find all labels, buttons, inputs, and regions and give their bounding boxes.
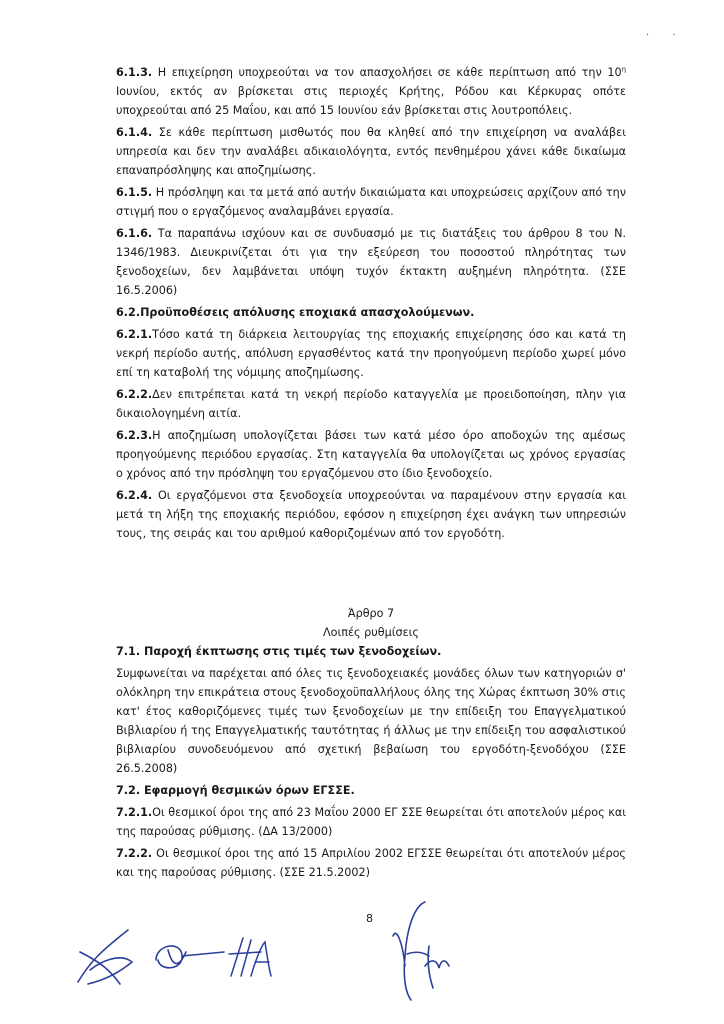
corner-scan-marks: · · — [646, 30, 686, 41]
paragraph-6-1-3 — [116, 63, 626, 120]
paragraph-text-continued: Ιουνίου, εκτός αν βρίσκεται στις περιοχές Κρήτης, Ρόδου και Κέρκυρας οπότε υποχρεούται από 25 Μαΐου, και από 15 Ιουνίου εάν βρίσκεται στις λουτροπόλεις. — [116, 85, 626, 117]
heading-7-1: 7.1. Παροχή έκπτωσης στις τιμές των ξενοδοχείων. — [116, 645, 442, 658]
paragraph-number: 6.1.3. — [116, 66, 153, 79]
paragraph-text: Η αποζημίωση υπολογίζεται βάσει των κατά μέσο όρο αποδοχών της αμέσως προηγούμενης περιόδου εργασίας. Στη καταγγελία θα υπολογίζεται ως χρόνος εργασίας ο χρόνος από την πρόσληψη του εργαζόμενου στο ίδιο ξενοδοχείο. — [116, 429, 626, 480]
paragraph-number: 6.1.6. — [116, 227, 153, 240]
paragraph-6-1-4 — [116, 123, 626, 180]
paragraph-text: Δεν επιτρέπεται κατά τη νεκρή περίοδο καταγγελία με προειδοποίηση, πλην για δικαιολογημένη αιτία. — [116, 388, 626, 420]
paragraph-number: 6.2.1. — [116, 328, 153, 341]
article-7 — [116, 604, 626, 885]
article-title: Άρθρο 7 — [347, 607, 395, 620]
paragraph-text: Οι θεσμικοί όροι της από 15 Απριλίου 2002 ΕΓΣΣΕ θεωρείται ότι αποτελούν μέρος και της παρούσας ρύθμισης. (ΣΣΕ 21.5.2002) — [116, 847, 626, 879]
paragraph-text: Τα παραπάνω ισχύουν και σε συνδυασμό με τις διατάξεις του άρθρου 8 του Ν. 1346/1983. Διευκρινίζεται ότι για την εξεύρεση του ποσοστού πληρότητας των ξενοδοχείων, δεν λαμβάνεται υπόψη τυχόν έκτακτη αυξημένη πληρότητα. (ΣΣΕ 16.5.2006) — [116, 227, 626, 297]
page-number: 8 — [366, 912, 373, 925]
paragraph-text: Σε κάθε περίπτωση μισθωτός που θα κληθεί από την επιχείρηση να αναλάβει υπηρεσία και δεν την αναλάβει αδικαιολόγητα, εντός πενθημέρου χάνει κάθε δικαίωμα επαναπρόσληψης και αποζημίωσης. — [116, 126, 626, 177]
article-subtitle: Λοιπές ρυθμίσεις — [322, 626, 419, 639]
paragraph-text: Τόσο κατά τη διάρκεια λειτουργίας της εποχιακής επιχείρησης όσο και κατά τη νεκρή περίοδο αυτής, απόλυση εργασθέντος κατά την προηγούμενη περίοδο χωρεί μόνο επί τη καταβολή της νόμιμης αποζημίωσης. — [116, 328, 626, 379]
paragraph-7-1: Συμφωνείται να παρέχεται από όλες τις ξενοδοχειακές μονάδες όλων των κατηγοριών σ' ολόκληρη την επικράτεια στους ξενοδοχοϋπαλλήλους όλης της Χώρας έκπτωση 30% στις κατ' έτος καθοριζόμενες τιμές των ξενοδοχείων με την επίδειξη του Επαγγελματικού Βιβλιαρίου ή της Επαγγελματικής ταυτότητας ή άλλως με την επίδειξη του ασφαλιστικού βιβλιαρίου συνοδευόμενου από σχετική βεβαίωση του εργοδότη-ξενοδόχου (ΣΣΕ 26.5.2008) — [116, 667, 626, 775]
paragraph-number: 7.2.1. — [116, 806, 153, 819]
signature-3 — [225, 932, 275, 982]
paragraph-text: Η πρόσληψη και τα μετά από αυτήν δικαιώματα και υποχρεώσεις αρχίζουν από την στιγμή που ο εργαζόμενος αναλαμβάνει εργασία. — [116, 186, 626, 218]
paragraph-6-1-6 — [116, 224, 626, 300]
paragraph-number: 6.1.5. — [116, 186, 153, 199]
signature-4 — [385, 896, 455, 1006]
body-section-6 — [116, 63, 626, 546]
heading-7-2: 7.2. Εφαρμογή θεσμικών όρων ΕΓΣΣΕ. — [116, 784, 355, 797]
paragraph-number: 6.2.4. — [116, 489, 153, 502]
paragraph-7-2-1 — [116, 803, 626, 841]
paragraph-7-2-2 — [116, 844, 626, 882]
paragraph-6-2-4 — [116, 486, 626, 543]
paragraph-number: 7.2.2. — [116, 847, 153, 860]
paragraph-number: 6.2.2. — [116, 388, 153, 401]
signature-2 — [150, 930, 230, 980]
paragraph-6-1-5 — [116, 183, 626, 221]
heading-6-2: 6.2.Προϋποθέσεις απόλυσης εποχιακά απασχολούμενων. — [116, 306, 475, 319]
paragraph-6-2-1 — [116, 325, 626, 382]
paragraph-text: Η επιχείρηση υποχρεούται να τον απασχολήσει σε κάθε περίπτωση από την 10 — [152, 66, 622, 79]
paragraph-6-2-3 — [116, 426, 626, 483]
signature-1 — [70, 922, 140, 992]
paragraph-text: Οι εργαζόμενοι στα ξενοδοχεία υποχρεούνται να παραμένουν στην εργασία και μετά τη λήξη της εποχιακής περιόδου, εφόσον η επιχείρηση έχει ανάγκη των υπηρεσιών τους, της σειράς και του αριθμού καθοριζομένων από τον εργοδότη. — [116, 489, 626, 540]
paragraph-6-2-2 — [116, 385, 626, 423]
paragraph-number: 6.1.4. — [116, 126, 153, 139]
superscript: η — [621, 65, 626, 74]
paragraph-number: 6.2.3. — [116, 429, 153, 442]
paragraph-text: Οι θεσμικοί όροι της από 23 Μαΐου 2000 ΕΓ ΣΣΕ θεωρείται ότι αποτελούν μέρος και της παρούσας ρύθμισης. (ΔΑ 13/2000) — [116, 806, 626, 838]
